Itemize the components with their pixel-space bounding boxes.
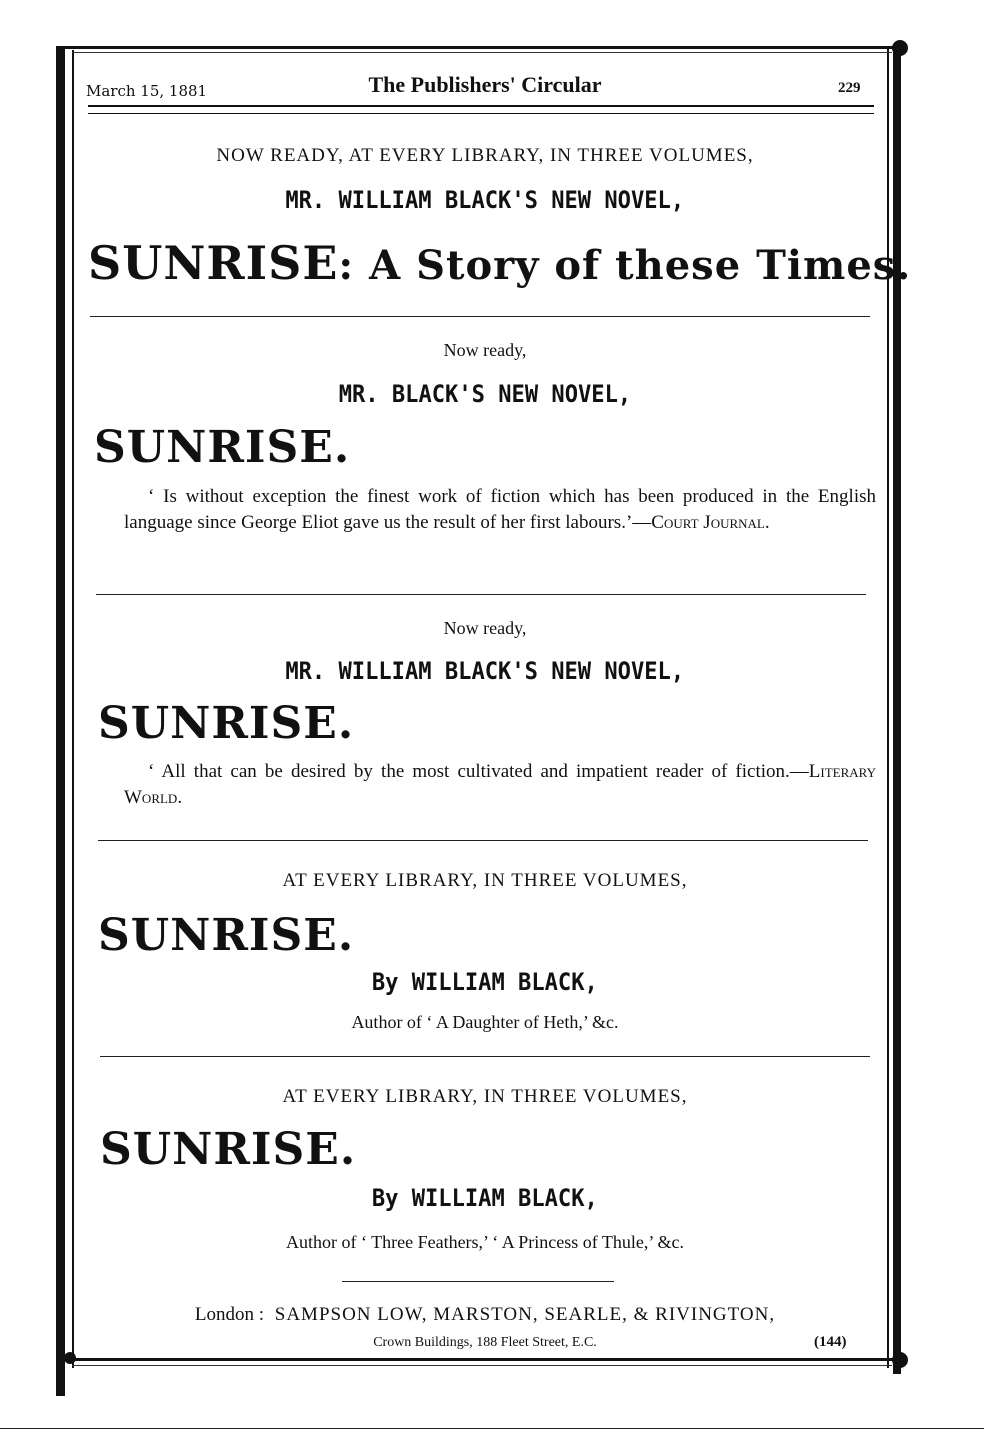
ad1-title-sub: : A Story of these Times. (338, 242, 912, 289)
separator-3 (98, 840, 868, 841)
ad4-availability: AT EVERY LIBRARY, IN THREE VOLUMES, (282, 870, 688, 891)
ad1-author-line: MR. WILLIAM BLACK'S NEW NOVEL, (285, 186, 685, 214)
footer-code: (144) (814, 1334, 847, 1350)
ad3-status: Now ready, (443, 618, 527, 638)
left-border-bar (56, 46, 65, 1396)
ad2-quote-block (124, 484, 876, 536)
separator-5 (342, 1281, 614, 1282)
separator-4 (100, 1056, 870, 1057)
ad5-credit: Author of ‘ Three Feathers,’ ‘ A Princess of Thule,’ &c. (285, 1232, 685, 1252)
ad3-source: Literary World. (124, 761, 876, 808)
ad4-byline: By WILLIAM BLACK, (371, 968, 598, 996)
footer-publisher: SAMPSON LOW, MARSTON, SEARLE, & RIVINGTON, (274, 1304, 776, 1325)
ad3-quote: ‘ All that can be desired by the most cultivated and impatient reader of fiction.— (148, 761, 809, 782)
ad3-title: SUNRISE. (98, 698, 355, 749)
ad2-status: Now ready, (443, 340, 527, 360)
bottom-border-inner-rule (72, 1365, 892, 1366)
ad5-title: SUNRISE. (100, 1124, 357, 1175)
ad4-title: SUNRISE. (98, 910, 355, 961)
ad3-author-line: MR. WILLIAM BLACK'S NEW NOVEL, (285, 657, 685, 685)
header-rule-thin (88, 113, 874, 114)
ad5-byline: By WILLIAM BLACK, (371, 1184, 598, 1212)
corner-ornament-bottom-right (892, 1352, 908, 1368)
separator-1 (90, 316, 870, 317)
header-page-number: 229 (838, 80, 861, 96)
corner-ornament-top-right (892, 40, 908, 56)
bottom-border-rule (62, 1358, 902, 1361)
ad4-credit: Author of ‘ A Daughter of Heth,’ &c. (351, 1012, 619, 1032)
separator-2 (96, 594, 866, 595)
ad3-quote-block (124, 759, 876, 811)
footer-address: Crown Buildings, 188 Fleet Street, E.C. (373, 1335, 597, 1350)
ad2-author-line-wrap (80, 380, 890, 408)
ad1-availability: NOW READY, AT EVERY LIBRARY, IN THREE VOLUMES, (216, 145, 754, 166)
header-date: March 15, 1881 (86, 82, 208, 100)
top-border-rule (62, 46, 902, 49)
ad1-title (88, 236, 911, 290)
footer-city: London : (194, 1304, 265, 1325)
ad2-author-line: MR. BLACK'S NEW NOVEL, (338, 380, 632, 408)
ad1-title-main: SUNRISE (88, 236, 339, 290)
ad2-source: Court Journal. (651, 512, 770, 533)
footer-publisher-line (80, 1304, 890, 1326)
ad4-byline-wrap (80, 968, 890, 996)
ad5-availability: AT EVERY LIBRARY, IN THREE VOLUMES, (282, 1086, 688, 1107)
ad2-quote: ‘ Is without exception the finest work of fiction which has been produced in the English language since George Eliot gave us the result of her first labours.’— (124, 486, 876, 533)
ad3-author-line-wrap (80, 657, 890, 685)
page-edge-line (0, 1428, 984, 1429)
ad2-title: SUNRISE. (94, 422, 351, 473)
top-border-inner-rule (72, 52, 892, 53)
header-rule (88, 105, 874, 107)
corner-ornament-bottom-left (64, 1352, 76, 1364)
left-border-rule (72, 50, 74, 1368)
ad5-byline-wrap (80, 1184, 890, 1212)
ad1-author-line-wrap (80, 186, 890, 214)
header-title: The Publishers' Circular (368, 72, 602, 97)
